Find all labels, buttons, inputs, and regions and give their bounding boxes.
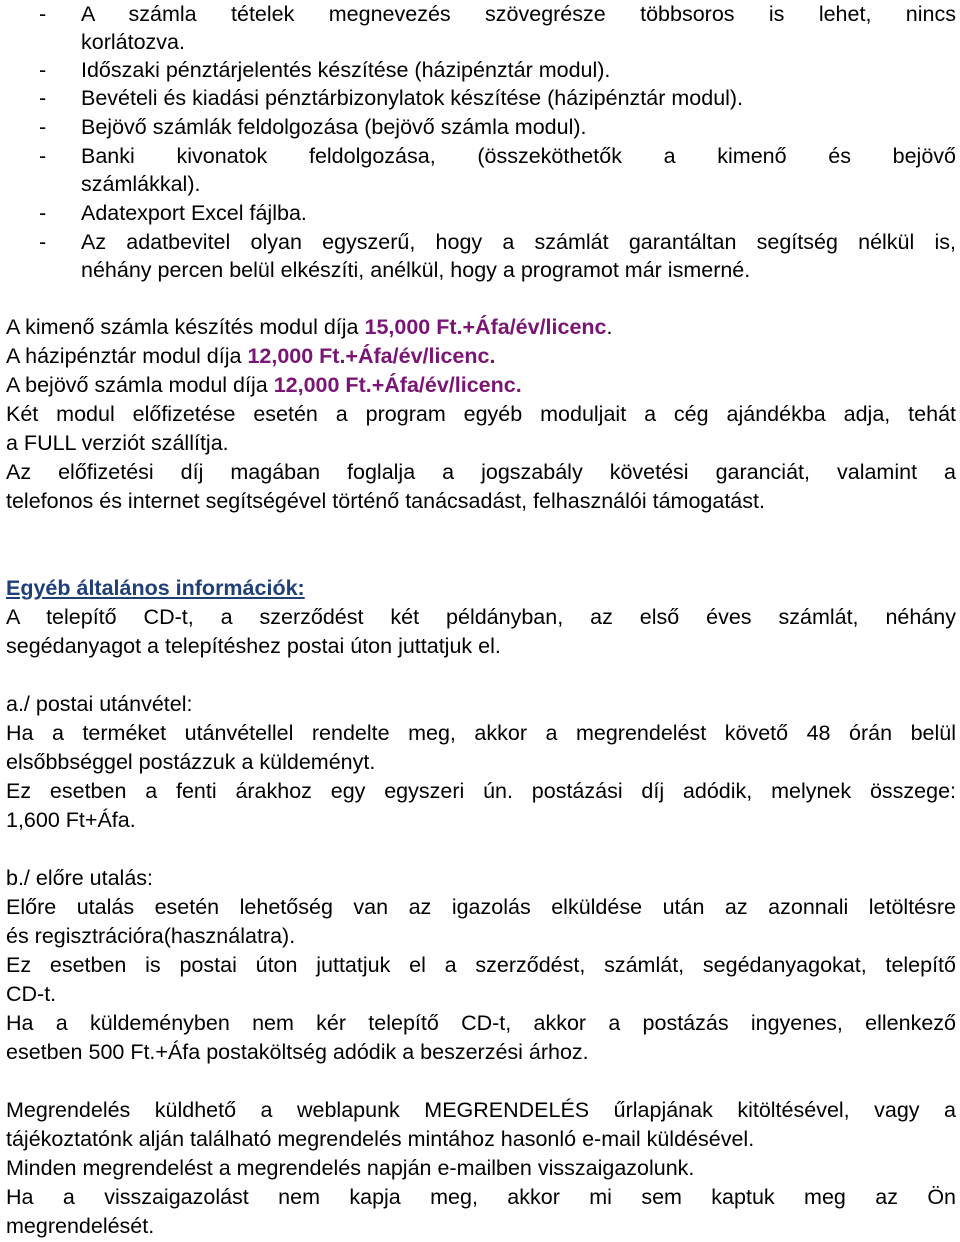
paragraph-line: Ez esetben a fenti árakhoz egy egyszeri ún. postázási díj adódik, melynek összege:	[6, 779, 956, 803]
section-heading	[6, 574, 956, 603]
paragraph-line: Minden megrendelést a megrendelés napján e-mailben visszaigazolunk.	[6, 1156, 695, 1180]
paragraph-line: CD-t.	[6, 982, 57, 1006]
paragraph-line: Két modul előfizetése esetén a program egyéb moduljait a cég ajándékba adja, tehát	[6, 402, 956, 426]
paragraph-line: Az előfizetési díj magában foglalja a jogszabály követési garanciát, valamint a	[6, 460, 956, 484]
paragraph-line: Ha a küldeményben nem kér telepítő CD-t, akkor a postázás ingyenes, ellenkező	[6, 1011, 956, 1035]
list-item-line: Bevételi és kiadási pénztárbizonylatok készítése (házipénztár modul).	[81, 86, 744, 110]
price-label: A házipénztár modul díja	[6, 344, 248, 368]
bullet-dash: -	[39, 230, 47, 254]
bullet-dash: -	[39, 144, 47, 168]
paragraph-line: elsőbbséggel postázzuk a küldeményt.	[6, 750, 376, 774]
subsection-title-prepay: b./ előre utalás:	[6, 866, 154, 890]
price-label: A bejövő számla modul díja	[6, 373, 274, 397]
price-value: 12,000 Ft.+Áfa/év/licenc.	[247, 344, 496, 368]
bullet-dash: -	[39, 201, 47, 225]
paragraph-line: Megrendelés küldhető a weblapunk MEGRENDELÉS űrlapjának kitöltésével, vagy a	[6, 1098, 956, 1122]
paragraph-line: Ez esetben is postai úton juttatjuk el a szerződést, számlát, segédanyagokat, telepítő	[6, 953, 956, 977]
price-line-petty-cash	[6, 342, 956, 371]
list-item-line: A számla tételek megnevezés szövegrésze többsoros is lehet, nincs	[81, 2, 956, 26]
paragraph-line: telefonos és internet segítségével történő tanácsadást, felhasználói támogatást.	[6, 489, 765, 513]
bullet-dash: -	[39, 115, 47, 139]
paragraph-line: tájékoztatónk alján található megrendelés mintához hasonló e-mail küldésével.	[6, 1127, 755, 1151]
bullet-dash: -	[39, 86, 47, 110]
subsection-title-cod: a./ postai utánvétel:	[6, 692, 193, 716]
paragraph-line: esetben 500 Ft.+Áfa postaköltség adódik a beszerzési árhoz.	[6, 1040, 589, 1064]
paragraph-line: Ha a visszaigazolást nem kapja meg, akkor mi sem kaptuk meg az Ön	[6, 1185, 956, 1209]
list-item-line: korlátozva.	[81, 30, 185, 54]
paragraph-line: a FULL verziót szállítja.	[6, 431, 229, 455]
bullet-dash: -	[39, 58, 47, 82]
section-heading-text: Egyéb általános információk:	[6, 576, 305, 600]
list-item-line: számlákkal).	[81, 172, 201, 196]
paragraph-line: segédanyagot a telepítéshez postai úton juttatjuk el.	[6, 634, 501, 658]
price-line-outgoing-invoice	[6, 313, 956, 342]
list-item-line: Bejövő számlák feldolgozása (bejövő számla modul).	[81, 115, 587, 139]
list-item-line: Adatexport Excel fájlba.	[81, 201, 307, 225]
bullet-dash: -	[39, 2, 47, 26]
price-end: .	[606, 315, 613, 339]
price-label: A kimenő számla készítés modul díja	[6, 315, 365, 339]
paragraph-line: és regisztrációra(használatra).	[6, 924, 296, 948]
paragraph-line: Előre utalás esetén lehetőség van az igazolás elküldése után az azonnali letöltésre	[6, 895, 956, 919]
price-value: 12,000 Ft.+Áfa/év/licenc.	[273, 373, 522, 397]
paragraph-line: A telepítő CD-t, a szerződést két példányban, az első éves számlát, néhány	[6, 605, 956, 629]
list-item-line: néhány percen belül elkészíti, anélkül, hogy a programot már ismerné.	[81, 258, 751, 282]
paragraph-line: Ha a terméket utánvétellel rendelte meg, akkor a megrendelést követő 48 órán belül	[6, 721, 956, 745]
price-line-incoming-invoice	[6, 371, 956, 400]
list-item-line: Időszaki pénztárjelentés készítése (házipénztár modul).	[81, 58, 611, 82]
list-item-line: Banki kivonatok feldolgozása, (összeköthetők a kimenő és bejövő	[81, 144, 956, 168]
price-value: 15,000 Ft.+Áfa/év/licenc	[364, 315, 607, 339]
list-item-line: Az adatbevitel olyan egyszerű, hogy a számlát garantáltan segítség nélkül is,	[81, 230, 956, 254]
paragraph-line: 1,600 Ft+Áfa.	[6, 808, 136, 832]
paragraph-line: megrendelését.	[6, 1214, 155, 1238]
